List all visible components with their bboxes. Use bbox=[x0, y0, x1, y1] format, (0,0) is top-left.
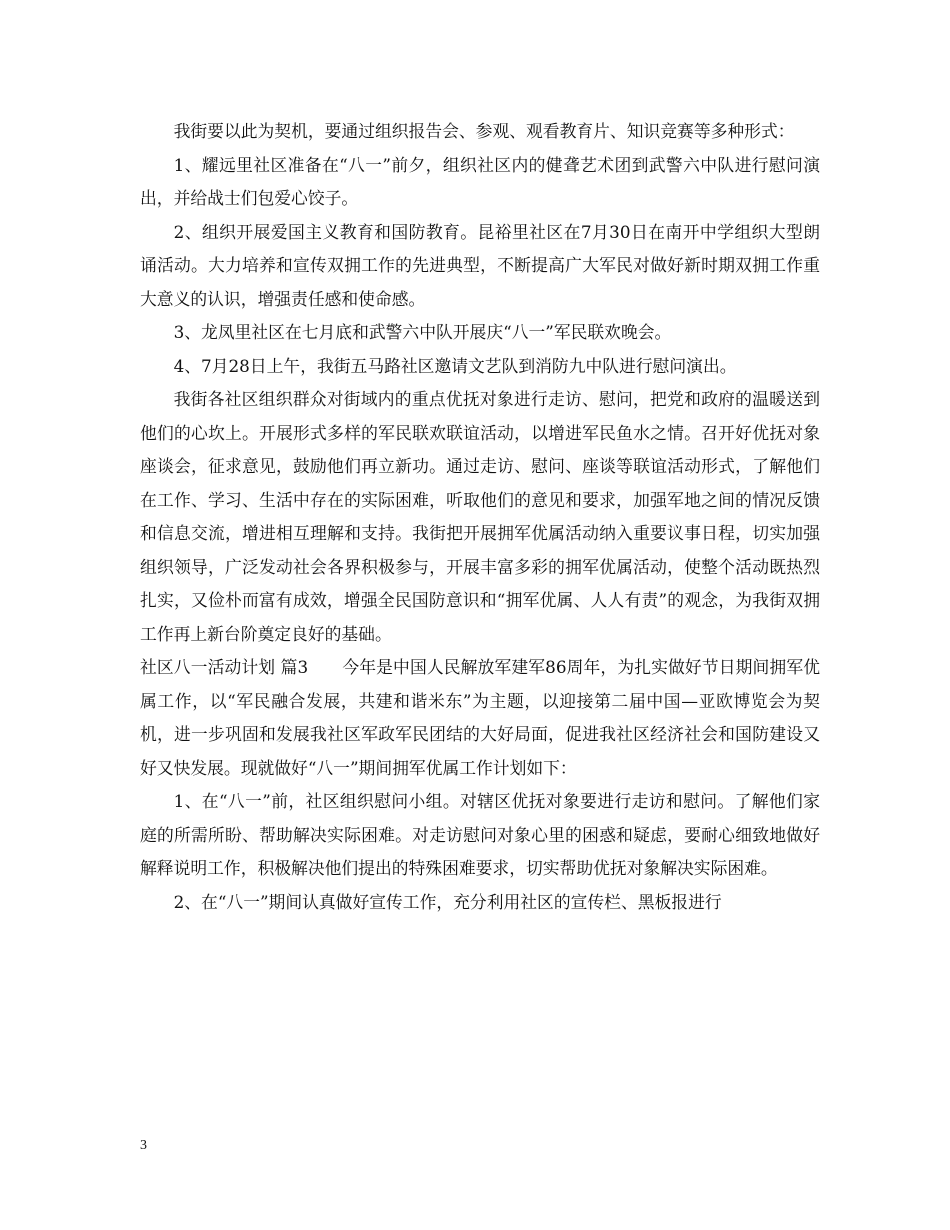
paragraph-item-4: 4、7月28日上午，我街五马路社区邀请文艺队到消防九中队进行慰问演出。 bbox=[173, 355, 737, 376]
paragraph-summary: 我街各社区组织群众对街域内的重点优抚对象进行走访、慰问，把党和政府的温暖送到他们的心坎上。开展形式多样的军民联欢联谊活动，以增进军民鱼水之情。召开好优抚对象座谈会，征求意见，鼓励他们再立新功。通过走访、慰问、座谈等联谊活动形式，了解他们在工作、学习、生活中存在的实际困难，听取他们的意见和要求，加强军地之间的情况反馈和信息交流，增进相互理解和支持。我街把开展拥军优属活动纳入重要议事日程，切实加强组织领导，广泛发动社会各界积极参与，开展丰富多彩的拥军优属活动，使整个活动既热烈扎实，又俭朴而富有成效，增强全民国防意识和“拥军优属、人人有责”的观念，为我街双拥工作再上新台阶奠定良好的基础。 bbox=[140, 389, 820, 644]
paragraph-item-3: 3、龙凤里社区在七月底和武警六中队开展庆“八一”军民联欢晚会。 bbox=[173, 322, 672, 342]
paragraph-item-2: 2、组织开展爱国主义教育和国防教育。昆裕里社区在7月30日在南开中学组织大型朗诵活动。大力培养和宣传双拥工作的先进典型，不断提高广大军民对做好新时期双拥工作重大意义的认识，增强责任感和使命感。 bbox=[140, 221, 820, 309]
section-heading: 社区八一活动计划 篇3 bbox=[140, 657, 309, 677]
paragraph-intro: 我街要以此为契机，要通过组织报告会、参观、观看教育片、知识竞赛等多种形式： bbox=[173, 121, 795, 141]
paragraph-item-1: 1、耀远里社区准备在“八一”前夕，组织社区内的健聋艺术团到武警六中队进行慰问演出，并给战士们包爱心饺子。 bbox=[140, 154, 820, 208]
section-paragraph bbox=[140, 651, 820, 785]
page-number: 3 bbox=[140, 1138, 147, 1153]
plan-item-2: 2、在“八一”期间认真做好宣传工作，充分利用社区的宣传栏、黑板报进行 bbox=[173, 891, 722, 912]
plan-item-1: 1、在“八一”前，社区组织慰问小组。对辖区优抚对象要进行走访和慰问。了解他们家庭的所需所盼、帮助解决实际困难。对走访慰问对象心里的困惑和疑虑，要耐心细致地做好解释说明工作，积极解决他们提出的特殊困难要求，切实帮助优抚对象解决实际困难。 bbox=[140, 791, 820, 878]
section-intro: 今年是中国人民解放军建军86周年，为扎实做好节日期间拥军优属工作，以“军民融合发展，共建和谐米东”为主题，以迎接第二届中国—亚欧博览会为契机，进一步巩固和发展我社区军政军民团结的大好局面，促进我社区经济社会和国防建设又好又快发展。现就做好“八一”期间拥军优属工作计划如下： bbox=[140, 657, 820, 778]
document-body bbox=[140, 115, 820, 919]
